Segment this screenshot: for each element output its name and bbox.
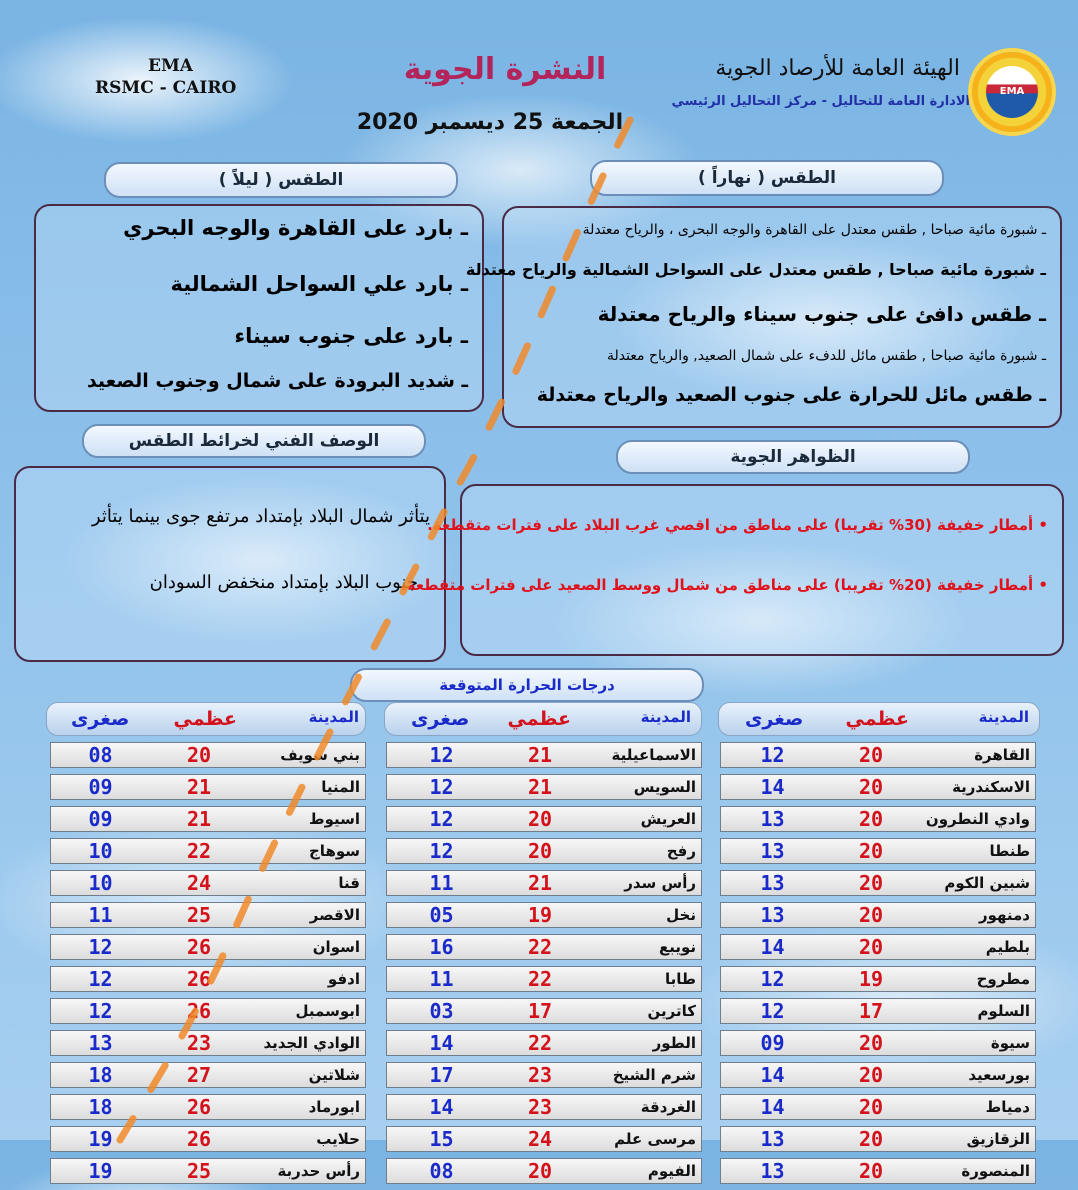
max-temp-cell: 23: [496, 1062, 584, 1088]
table-row: [50, 742, 366, 768]
phenomena-box: [400, 484, 1064, 656]
ema-logo: [972, 52, 1052, 132]
min-temp-cell: 12: [50, 998, 150, 1024]
min-temp-cell: 10: [50, 838, 150, 864]
table-row: [50, 838, 366, 864]
max-temp-cell: 25: [150, 902, 248, 928]
max-temp-cell: 17: [496, 998, 584, 1024]
temps-label: درجات الحرارة المتوقعة: [439, 676, 615, 694]
day-line: ـ طقس مائل للحرارة على جنوب الصعيد والرياح معتدلة: [536, 384, 1046, 406]
max-temp-cell: 20: [824, 838, 918, 864]
min-temp-cell: 13: [720, 870, 824, 896]
city-cell: نويبع: [584, 934, 702, 960]
table-row: [50, 966, 366, 992]
page-title: النشرة الجوية: [403, 52, 607, 87]
min-temp-cell: 12: [720, 998, 824, 1024]
night-line: ـ شديد البرودة على شمال وجنوب الصعيد: [86, 370, 468, 392]
city-cell: دمياط: [918, 1094, 1036, 1120]
table-row: [720, 1094, 1036, 1120]
city-cell: رأس حدربة: [248, 1158, 366, 1184]
city-cell: ابوسمبل: [248, 998, 366, 1024]
min-temp-cell: 13: [50, 1030, 150, 1056]
max-temp-cell: 22: [496, 934, 584, 960]
min-temp-cell: 09: [720, 1030, 824, 1056]
table-row: [720, 1030, 1036, 1056]
header-min: صغرى: [71, 708, 130, 730]
min-temp-cell: 14: [720, 1094, 824, 1120]
table-row: [720, 1126, 1036, 1152]
max-temp-cell: 20: [496, 806, 584, 832]
max-temp-cell: 21: [150, 806, 248, 832]
min-temp-cell: 19: [50, 1126, 150, 1152]
min-temp-cell: 13: [720, 806, 824, 832]
table-row: [720, 838, 1036, 864]
technical-label: الوصف الفني لخرائط الطقس: [128, 431, 380, 451]
min-temp-cell: 13: [720, 1158, 824, 1184]
table-row: [50, 1158, 366, 1184]
table-row: [50, 902, 366, 928]
city-cell: كاترين: [584, 998, 702, 1024]
city-cell: الفيوم: [584, 1158, 702, 1184]
temps-header-middle: [384, 702, 702, 736]
max-temp-cell: 26: [150, 1094, 248, 1120]
header-city: المدينة: [978, 708, 1029, 726]
city-cell: المنصورة: [918, 1158, 1036, 1184]
day-line: ـ شبورة مائية صباحا , طقس معتدل على القاهرة والوجه البحرى ، والرياح معتدلة: [582, 222, 1046, 238]
header-max: عظمي: [173, 708, 237, 730]
max-temp-cell: 20: [150, 742, 248, 768]
max-temp-cell: 20: [496, 838, 584, 864]
city-cell: شلاتين: [248, 1062, 366, 1088]
min-temp-cell: 10: [50, 870, 150, 896]
table-row: [50, 1126, 366, 1152]
max-temp-cell: 19: [496, 902, 584, 928]
min-temp-cell: 11: [386, 966, 496, 992]
city-cell: رفح: [584, 838, 702, 864]
city-cell: القاهرة: [918, 742, 1036, 768]
city-cell: الغردقة: [584, 1094, 702, 1120]
min-temp-cell: 12: [386, 806, 496, 832]
day-line: ـ شبورة مائية صباحا , طقس معتدل على السواحل الشمالية والرياح معتدلة: [465, 260, 1046, 279]
max-temp-cell: 23: [150, 1030, 248, 1056]
min-temp-cell: 17: [386, 1062, 496, 1088]
max-temp-cell: 22: [496, 966, 584, 992]
day-weather-label: الطقس ( نهاراً ): [698, 168, 836, 188]
max-temp-cell: 23: [496, 1094, 584, 1120]
max-temp-cell: 24: [150, 870, 248, 896]
min-temp-cell: 12: [720, 966, 824, 992]
table-row: [386, 742, 702, 768]
max-temp-cell: 22: [150, 838, 248, 864]
min-temp-cell: 11: [50, 902, 150, 928]
table-row: [720, 870, 1036, 896]
min-temp-cell: 18: [50, 1062, 150, 1088]
table-row: [50, 998, 366, 1024]
city-cell: اسوان: [248, 934, 366, 960]
city-cell: العريش: [584, 806, 702, 832]
city-cell: بلطيم: [918, 934, 1036, 960]
table-row: [720, 902, 1036, 928]
city-cell: سوهاج: [248, 838, 366, 864]
min-temp-cell: 08: [50, 742, 150, 768]
technical-box: [14, 466, 446, 662]
day-line: ـ طقس دافئ على جنوب سيناء والرياح معتدلة: [597, 302, 1046, 326]
max-temp-cell: 27: [150, 1062, 248, 1088]
table-row: [386, 934, 702, 960]
table-row: [386, 1126, 702, 1152]
min-temp-cell: 14: [720, 1062, 824, 1088]
table-row: [720, 1158, 1036, 1184]
city-cell: الاسكندرية: [918, 774, 1036, 800]
phenomena-line: • أمطار خفيفة (30% تقريبا) على مناطق من اقصي غرب البلاد على فترات متقطعة.: [427, 516, 1048, 534]
header-max: عظمي: [507, 708, 571, 730]
technical-line: يتأثر شمال البلاد بإمتداد مرتفع جوى بينما يتأثر: [91, 506, 430, 527]
max-temp-cell: 26: [150, 966, 248, 992]
technical-line: جنوب البلاد بإمتداد منخفض السودان: [149, 572, 418, 593]
city-cell: السلوم: [918, 998, 1036, 1024]
bulletin-date: الجمعة 25 ديسمبر 2020: [356, 110, 624, 135]
table-row: [50, 934, 366, 960]
night-line: ـ بارد علي السواحل الشمالية: [170, 272, 468, 296]
table-row: [386, 774, 702, 800]
max-temp-cell: 20: [824, 1126, 918, 1152]
max-temp-cell: 22: [496, 1030, 584, 1056]
max-temp-cell: 20: [824, 1158, 918, 1184]
min-temp-cell: 12: [50, 966, 150, 992]
table-row: [386, 902, 702, 928]
night-line: ـ بارد على القاهرة والوجه البحري: [123, 216, 468, 240]
table-row: [720, 934, 1036, 960]
temps-table-middle: [386, 736, 702, 1190]
night-weather-pill: [104, 162, 458, 198]
min-temp-cell: 09: [50, 806, 150, 832]
temps-table-left: [50, 736, 366, 1190]
max-temp-cell: 19: [824, 966, 918, 992]
max-temp-cell: 24: [496, 1126, 584, 1152]
max-temp-cell: 20: [824, 1062, 918, 1088]
ema-label: EMA: [148, 56, 193, 76]
table-row: [720, 742, 1036, 768]
header-city: المدينة: [308, 708, 359, 726]
org-subtitle: الادارة العامة للتحاليل - مركز التحاليل الرئيسي: [671, 94, 970, 109]
min-temp-cell: 12: [50, 934, 150, 960]
table-row: [386, 1158, 702, 1184]
table-row: [50, 774, 366, 800]
max-temp-cell: 17: [824, 998, 918, 1024]
max-temp-cell: 20: [824, 870, 918, 896]
max-temp-cell: 20: [496, 1158, 584, 1184]
min-temp-cell: 16: [386, 934, 496, 960]
night-weather-label: الطقس ( ليلاً ): [218, 170, 344, 190]
min-temp-cell: 19: [50, 1158, 150, 1184]
table-row: [50, 1062, 366, 1088]
min-temp-cell: 12: [386, 742, 496, 768]
max-temp-cell: 20: [824, 1094, 918, 1120]
temps-header-right: [718, 702, 1040, 736]
header-city: المدينة: [640, 708, 691, 726]
night-line: ـ بارد على جنوب سيناء: [234, 324, 468, 348]
table-row: [50, 1094, 366, 1120]
table-row: [50, 1030, 366, 1056]
max-temp-cell: 21: [150, 774, 248, 800]
city-cell: اسيوط: [248, 806, 366, 832]
city-cell: سيوة: [918, 1030, 1036, 1056]
table-row: [386, 998, 702, 1024]
header-min: صغرى: [745, 708, 804, 730]
table-row: [50, 870, 366, 896]
technical-pill: [82, 424, 426, 458]
night-weather-box: [34, 204, 484, 412]
max-temp-cell: 26: [150, 934, 248, 960]
min-temp-cell: 12: [386, 774, 496, 800]
table-row: [720, 806, 1036, 832]
table-row: [720, 1062, 1036, 1088]
city-cell: مرسى علم: [584, 1126, 702, 1152]
max-temp-cell: 20: [824, 742, 918, 768]
rsmc-label: RSMC - CAIRO: [95, 78, 237, 98]
min-temp-cell: 03: [386, 998, 496, 1024]
max-temp-cell: 26: [150, 1126, 248, 1152]
table-row: [720, 774, 1036, 800]
min-temp-cell: 08: [386, 1158, 496, 1184]
city-cell: طنطا: [918, 838, 1036, 864]
min-temp-cell: 18: [50, 1094, 150, 1120]
city-cell: دمنهور: [918, 902, 1036, 928]
city-cell: الطور: [584, 1030, 702, 1056]
max-temp-cell: 20: [824, 774, 918, 800]
phenomena-label: الظواهر الجوية: [730, 447, 856, 467]
city-cell: وادي النطرون: [918, 806, 1036, 832]
city-cell: شرم الشيخ: [584, 1062, 702, 1088]
max-temp-cell: 26: [150, 998, 248, 1024]
city-cell: رأس سدر: [584, 870, 702, 896]
city-cell: الزقازيق: [918, 1126, 1036, 1152]
min-temp-cell: 09: [50, 774, 150, 800]
header-min: صغرى: [411, 708, 470, 730]
city-cell: الاقصر: [248, 902, 366, 928]
max-temp-cell: 21: [496, 774, 584, 800]
city-cell: حلايب: [248, 1126, 366, 1152]
city-cell: ابورماد: [248, 1094, 366, 1120]
table-row: [386, 1062, 702, 1088]
min-temp-cell: 14: [386, 1030, 496, 1056]
min-temp-cell: 11: [386, 870, 496, 896]
table-row: [386, 806, 702, 832]
city-cell: شبين الكوم: [918, 870, 1036, 896]
phenomena-line: • أمطار خفيفة (20% تقريبا) على مناطق من شمال ووسط الصعيد على فترات متقطعة.: [400, 576, 1048, 594]
min-temp-cell: 14: [386, 1094, 496, 1120]
max-temp-cell: 21: [496, 742, 584, 768]
day-weather-box: [465, 206, 1062, 428]
min-temp-cell: 05: [386, 902, 496, 928]
table-row: [50, 806, 366, 832]
min-temp-cell: 14: [720, 774, 824, 800]
city-cell: الوادي الجديد: [248, 1030, 366, 1056]
header-max: عظمي: [845, 708, 909, 730]
city-cell: مطروح: [918, 966, 1036, 992]
table-row: [386, 1030, 702, 1056]
min-temp-cell: 13: [720, 1126, 824, 1152]
city-cell: نخل: [584, 902, 702, 928]
table-row: [386, 966, 702, 992]
temps-table-right: [720, 736, 1036, 1190]
temps-pill: [350, 668, 704, 702]
table-row: [386, 838, 702, 864]
city-cell: ادفو: [248, 966, 366, 992]
table-row: [386, 1094, 702, 1120]
min-temp-cell: 13: [720, 838, 824, 864]
city-cell: بني سويف: [248, 742, 366, 768]
table-row: [386, 870, 702, 896]
max-temp-cell: 20: [824, 902, 918, 928]
phenomena-pill: [616, 440, 970, 474]
city-cell: طابا: [584, 966, 702, 992]
min-temp-cell: 12: [720, 742, 824, 768]
city-cell: السويس: [584, 774, 702, 800]
table-row: [720, 966, 1036, 992]
city-cell: بورسعيد: [918, 1062, 1036, 1088]
day-line: ـ شبورة مائية صباحا , طقس مائل للدفء على شمال الصعيد, والرياح معتدلة: [606, 348, 1046, 364]
city-cell: الاسماعيلية: [584, 742, 702, 768]
logo-text: EMA: [999, 86, 1025, 97]
day-weather-pill: [590, 160, 944, 196]
table-row: [720, 998, 1036, 1024]
city-cell: قنا: [248, 870, 366, 896]
min-temp-cell: 13: [720, 902, 824, 928]
min-temp-cell: 14: [720, 934, 824, 960]
city-cell: المنيا: [248, 774, 366, 800]
temps-header-left: [46, 702, 366, 736]
min-temp-cell: 15: [386, 1126, 496, 1152]
max-temp-cell: 20: [824, 934, 918, 960]
org-name: الهيئة العامة للأرصاد الجوية: [715, 56, 960, 81]
max-temp-cell: 20: [824, 1030, 918, 1056]
min-temp-cell: 12: [386, 838, 496, 864]
max-temp-cell: 20: [824, 806, 918, 832]
max-temp-cell: 25: [150, 1158, 248, 1184]
max-temp-cell: 21: [496, 870, 584, 896]
